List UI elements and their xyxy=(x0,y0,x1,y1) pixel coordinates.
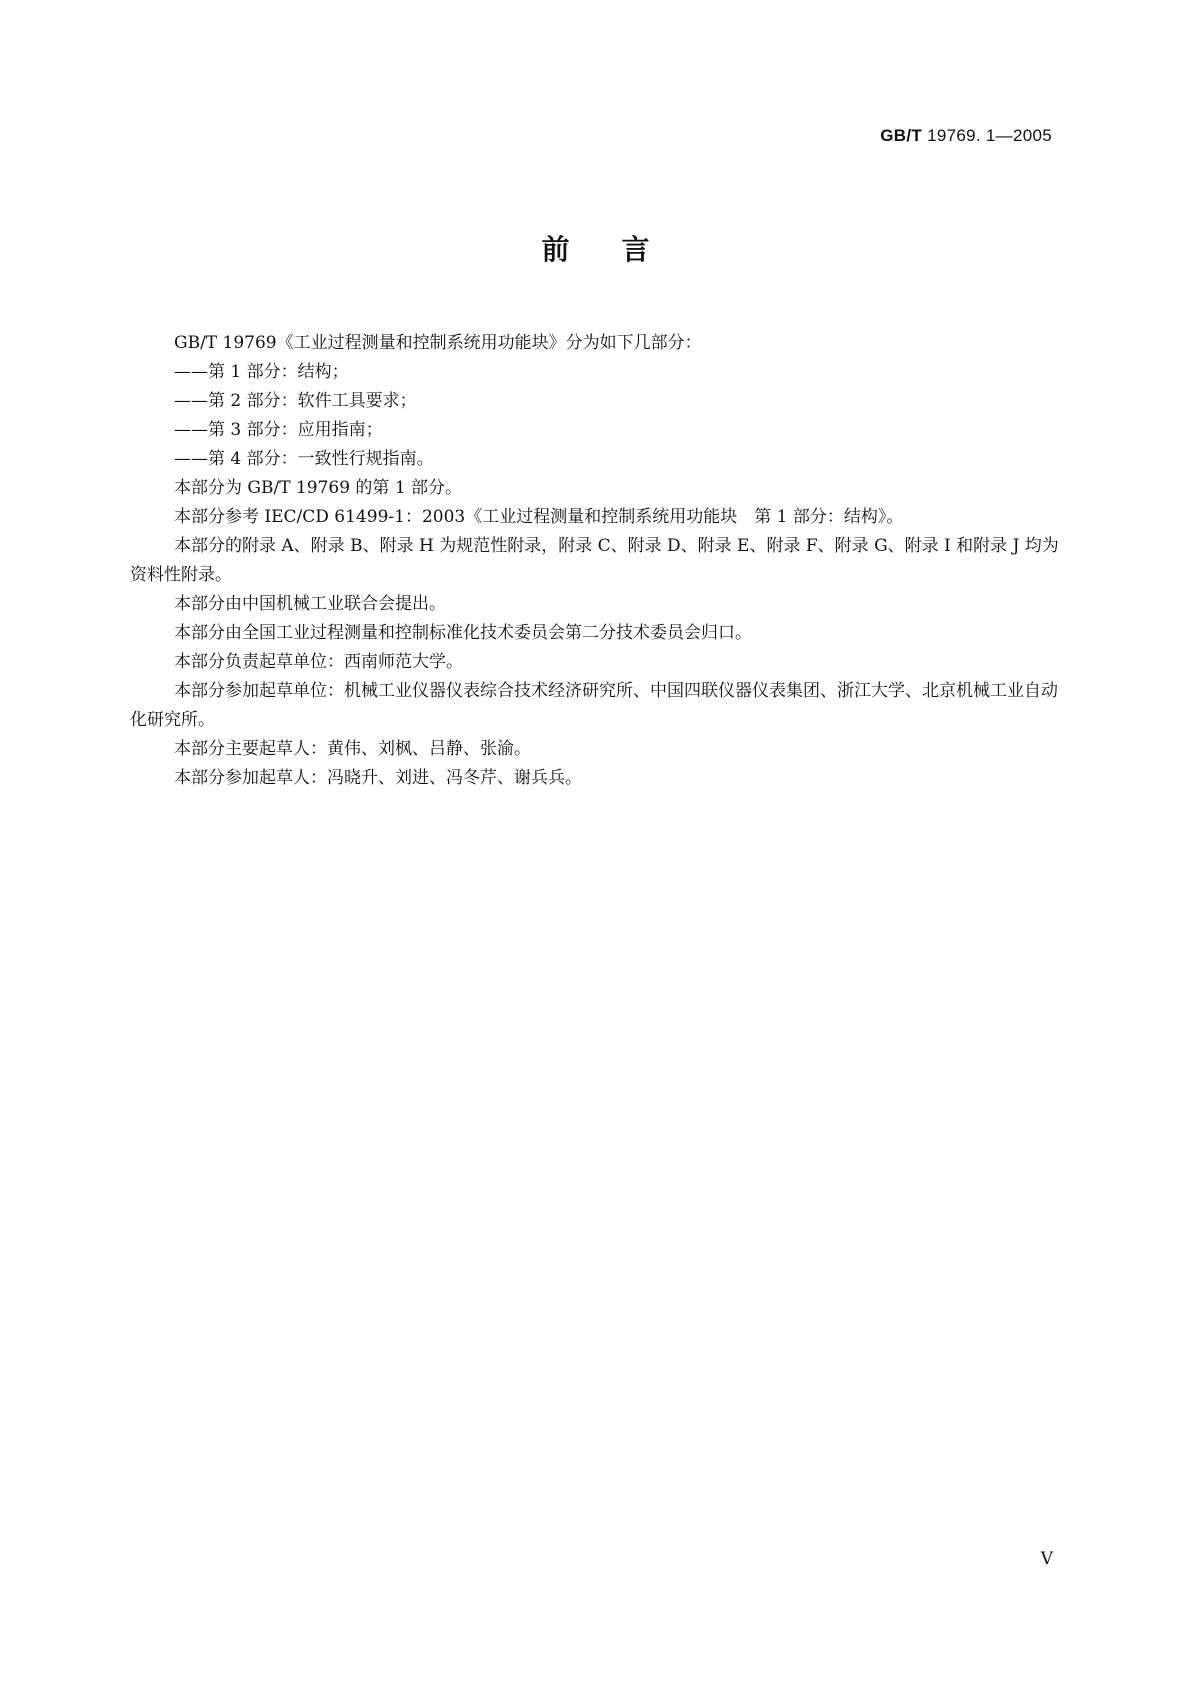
paragraph-parts-intro: GB/T 19769《工业过程测量和控制系统用功能块》分为如下几部分： xyxy=(174,333,702,353)
standard-code-number: 19769. 1—2005 xyxy=(922,126,1052,145)
paragraph-reference: 本部分参考 IEC/CD 61499-1：2003《工业过程测量和控制系统用功能块 第 1 部分：结构》。 xyxy=(174,507,904,527)
list-item-part-1: ——第 1 部分：结构； xyxy=(174,362,349,382)
standard-code xyxy=(880,126,1052,146)
paragraph-participating-units: 本部分参加起草单位：机械工业仪器仪表综合技术经济研究所、中国四联仪器仪表集团、浙江大学、北京机械工业自动化研究所。 xyxy=(130,681,1058,730)
paragraph-this-part: 本部分为 GB/T 19769 的第 1 部分。 xyxy=(174,478,463,498)
page-title: 前言 xyxy=(541,233,702,266)
paragraph-committee: 本部分由全国工业过程测量和控制标准化技术委员会第二分技术委员会归口。 xyxy=(174,623,752,643)
page-number: V xyxy=(1040,1549,1053,1569)
foreword-body xyxy=(130,329,1062,793)
paragraph-annexes: 本部分的附录 A、附录 B、附录 H 为规范性附录，附录 C、附录 D、附录 E、附录 F、附录 G、附录 I 和附录 J 均为资料性附录。 xyxy=(130,536,1059,585)
paragraph-proposer: 本部分由中国机械工业联合会提出。 xyxy=(174,594,446,614)
paragraph-lead-unit: 本部分负责起草单位：西南师范大学。 xyxy=(174,652,463,672)
standard-code-prefix: GB/T xyxy=(880,126,923,145)
list-item-part-4: ——第 4 部分：一致性行规指南。 xyxy=(174,449,434,469)
paragraph-participating-drafters: 本部分参加起草人：冯晓升、刘进、冯冬芹、谢兵兵。 xyxy=(174,768,582,788)
list-item-part-3: ——第 3 部分：应用指南； xyxy=(174,420,383,440)
list-item-part-2: ——第 2 部分：软件工具要求； xyxy=(174,391,417,411)
paragraph-main-drafters: 本部分主要起草人：黄伟、刘枫、吕静、张渝。 xyxy=(174,739,531,759)
